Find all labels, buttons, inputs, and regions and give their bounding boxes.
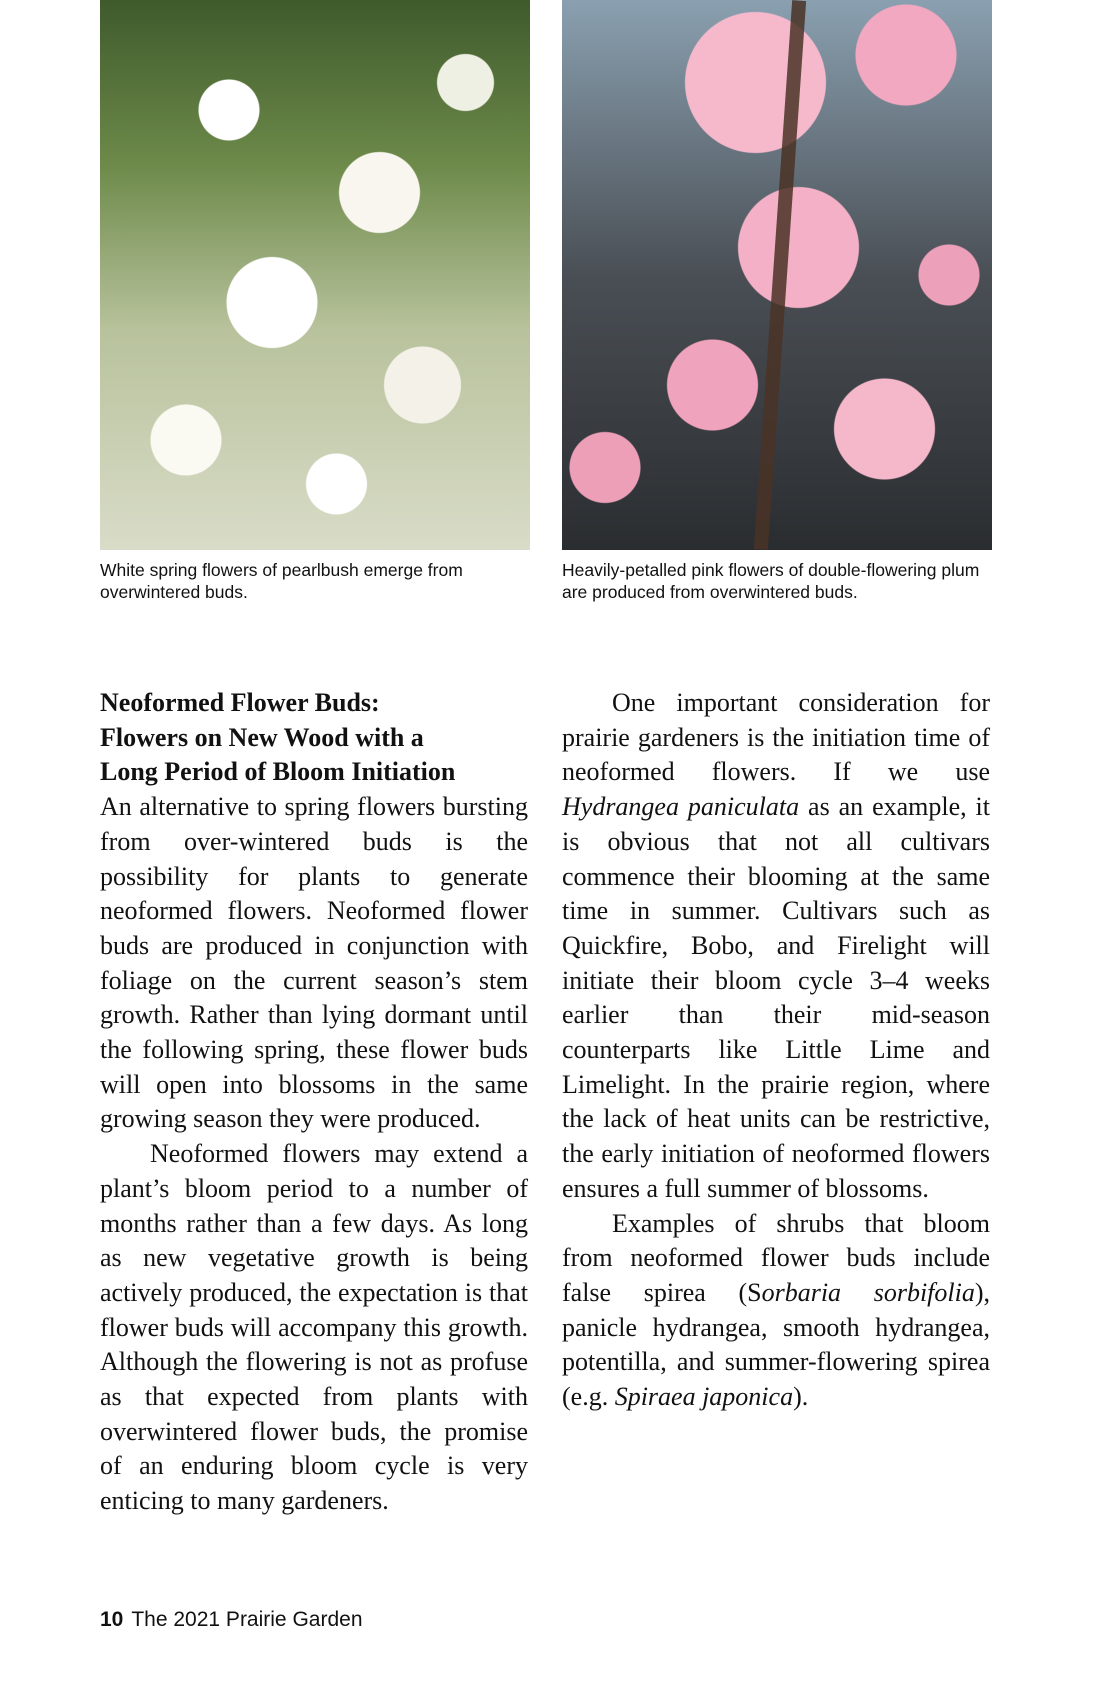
text-run: ).	[793, 1382, 809, 1412]
double-flowering-plum-photo	[562, 0, 992, 550]
paragraph-bloom-period: Neoformed flowers may extend a plant’s bloom period to a number of months rather than a few days. As long as new vegetative growth is being actively produced, the expectation is that flower buds will accompany this growth. Although the flowering is not as profuse as that expected from plants with overwintered flower buds, the promise of an enduring bloom cycle is very enticing to many gardeners.	[100, 1139, 528, 1516]
species-name: orbaria sorbifolia	[761, 1277, 975, 1307]
species-name: Hydrangea paniculata	[562, 792, 800, 822]
page-number: 10	[100, 1608, 124, 1631]
paragraph-initiation-time	[562, 686, 990, 1207]
paragraph-intro: An alternative to spring flowers bursting from over-wintered buds is the possibility for plants to generate neoformed flowers. Neoformed flower buds are produced in conjunction with foliage on the current season’s stem growth. Rather than lying dormant until the following spring, these flower buds will open into blossoms in the same growing season they were produced.	[100, 792, 528, 1134]
text-run: Examples of shrubs that bloom from neoformed flower buds include false spirea (S	[562, 1208, 990, 1307]
article-column-left	[100, 686, 528, 1519]
publication-title: The 2021 Prairie Garden	[131, 1608, 363, 1631]
text-run: as an example, it is obvious that not all cultivars commence their blooming at the same time in summer. Cultivars such as Quickfire, Bobo, and Firelight will initiate their bloom cycle 3–4 weeks earlier than their mid-season counterparts like Little Lime and Limelight. In the prairie region, where the lack of heat units can be restrictive, the early initiation of neoformed flowers ensures a full summer of blossoms.	[562, 792, 990, 1203]
pearlbush-photo	[100, 0, 530, 550]
species-name: Spiraea japonica	[614, 1382, 794, 1412]
heading-line-2: Flowers on New Wood with a	[100, 722, 424, 752]
paragraph-examples	[562, 1207, 990, 1415]
heading-line-3: Long Period of Bloom Initiation	[100, 757, 456, 787]
article-column-right	[562, 686, 990, 1415]
photo-caption-right: Heavily-petalled pink flowers of double-flowering plum are produced from overwintered buds.	[562, 560, 980, 602]
section-heading	[100, 686, 528, 790]
page-footer	[100, 1608, 363, 1632]
photo-caption-left: White spring flowers of pearlbush emerge from overwintered buds.	[100, 560, 463, 602]
text-run: ), panicle hydrangea, smooth hydrangea, potentilla, and summer-flowering spirea (e.g.	[562, 1277, 991, 1412]
branch-stem	[754, 0, 806, 550]
heading-line-1: Neoformed Flower Buds:	[100, 688, 380, 717]
text-run: One important consideration for prairie gardeners is the initiation time of neoformed flowers. If we use	[562, 688, 990, 787]
